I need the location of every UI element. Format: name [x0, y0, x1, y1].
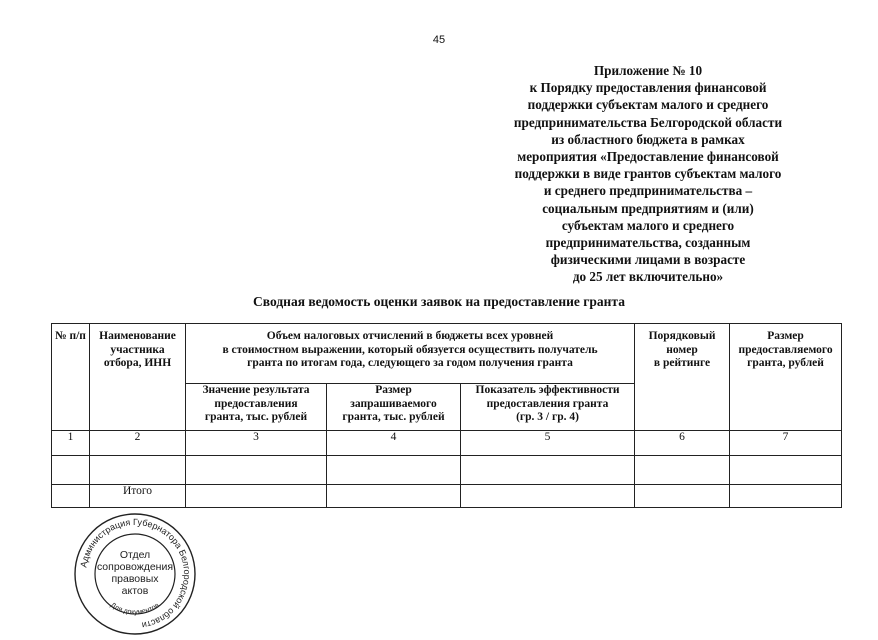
table-cell — [186, 456, 327, 485]
header-line: Наименование — [99, 330, 176, 342]
column-number: 3 — [186, 431, 327, 456]
header-line: в стоимостном выражении, который обязуется осуществить получатель — [222, 343, 598, 356]
header-line: Показатель эффективности — [475, 384, 620, 396]
column-number: 5 — [461, 431, 635, 456]
column-number-row — [52, 431, 842, 456]
header-line: предоставляемого — [738, 343, 833, 356]
document-title: Сводная ведомость оценки заявок на предоставление гранта — [253, 294, 625, 309]
header-line: Объем налоговых отчислений в бюджеты всех уровней — [266, 330, 554, 342]
stamp-bottom-text: Для документов — [109, 601, 161, 617]
stamp-line: правовых — [111, 573, 159, 585]
table-cell — [635, 456, 730, 485]
table-cell — [327, 485, 461, 508]
appendix-line: субъектам малого и среднего — [561, 217, 735, 233]
header-grant-size — [730, 324, 842, 431]
appendix-line: поддержки в виде грантов субъектам малого — [514, 166, 782, 182]
stamp-line: актов — [121, 585, 149, 597]
appendix-line: поддержки субъектам малого и среднего — [527, 97, 769, 113]
header-line: предоставления — [214, 397, 298, 410]
empty-data-row — [52, 456, 842, 485]
appendix-heading — [488, 62, 808, 286]
stamp-ring-text: Администрация Губернатора Белгородской области — [78, 516, 193, 631]
header-line: гранта, тыс. рублей — [204, 411, 308, 423]
header-line: в рейтинге — [653, 357, 711, 369]
column-number: 6 — [635, 431, 730, 456]
header-line: отбора, ИНН — [103, 357, 172, 369]
header-line: Размер — [767, 330, 804, 342]
table-cell — [186, 485, 327, 508]
appendix-line: предпринимательства, созданным — [545, 235, 751, 251]
column-number: 4 — [327, 431, 461, 456]
appendix-line: социальным предприятиям и (или) — [542, 200, 754, 216]
table-cell — [90, 456, 186, 485]
header-line: гранта, тыс. рублей — [342, 411, 445, 423]
appendix-line: и среднего предпринимательства – — [543, 183, 753, 199]
header-line: Размер — [375, 384, 412, 396]
total-label: Итого — [90, 485, 186, 508]
header-line: Значение результата — [202, 384, 310, 396]
appendix-line: мероприятия «Предоставление финансовой — [517, 149, 779, 165]
stamp-line: сопровождения — [96, 561, 174, 573]
table-cell — [52, 485, 90, 508]
header-result-value — [186, 384, 327, 431]
table-cell — [730, 485, 842, 508]
table-cell — [635, 485, 730, 508]
header-tax-volume — [186, 324, 635, 384]
assessment-table — [51, 323, 842, 508]
table-cell — [461, 485, 635, 508]
appendix-line: физическими лицами в возрасте — [550, 252, 746, 268]
table-cell — [327, 456, 461, 485]
table-cell — [461, 456, 635, 485]
header-participant — [90, 324, 186, 431]
header-line: номер — [666, 343, 698, 356]
header-line: гранта, рублей — [747, 357, 824, 369]
header-line: (гр. 3 / гр. 4) — [516, 411, 579, 423]
header-line: запрашиваемого — [350, 397, 437, 410]
header-line: Порядковый — [648, 330, 716, 342]
page-number: 45 — [432, 34, 446, 46]
header-num: № п/п — [52, 324, 90, 431]
header-requested — [327, 384, 461, 431]
column-number: 1 — [52, 431, 90, 456]
header-rank — [635, 324, 730, 431]
header-row — [52, 324, 842, 384]
appendix-line: Приложение № 10 — [593, 63, 703, 78]
appendix-line: до 25 лет включительно» — [572, 269, 724, 285]
appendix-line: из областного бюджета в рамках — [551, 131, 745, 147]
table-cell — [52, 456, 90, 485]
department-stamp — [73, 512, 197, 636]
appendix-line: к Порядку предоставления финансовой — [529, 80, 767, 96]
header-line: участника — [110, 343, 165, 356]
column-number: 7 — [730, 431, 842, 456]
column-number: 2 — [90, 431, 186, 456]
total-row — [52, 485, 842, 508]
stamp-line: Отдел — [119, 549, 151, 561]
header-efficiency — [461, 384, 635, 431]
table-cell — [730, 456, 842, 485]
header-line: предоставления гранта — [486, 397, 609, 410]
header-line: гранта по итогам года, следующего за годом получения гранта — [247, 357, 573, 369]
appendix-line: предпринимательства Белгородской области — [513, 114, 783, 130]
